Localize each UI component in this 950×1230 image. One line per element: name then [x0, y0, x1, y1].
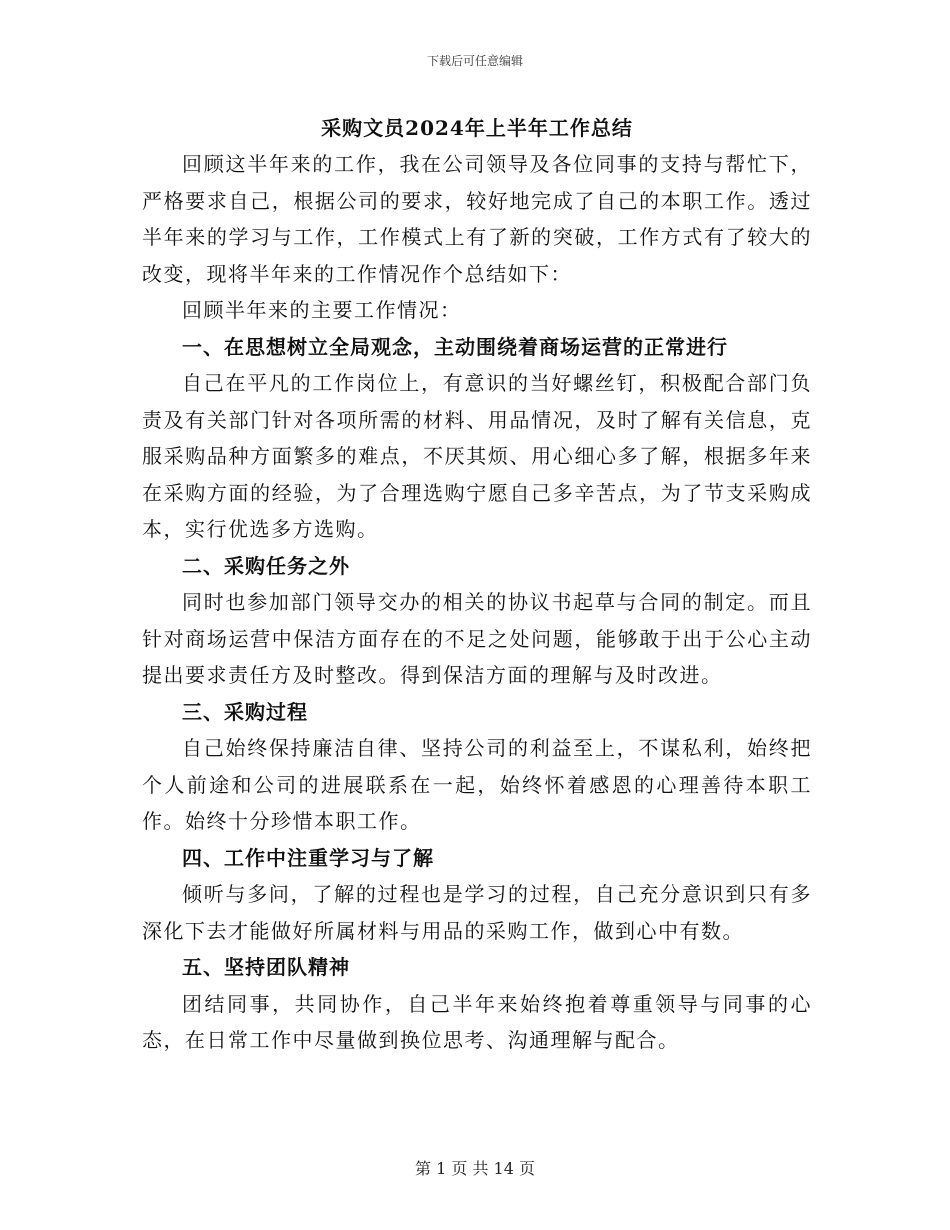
section-3-body: 自己始终保持廉洁自律、坚持公司的利益至上，不谋私利，始终把个人前途和公司的进展联系在一起，始终怀着感恩的心理善待本职工作。始终十分珍惜本职工作。 — [142, 736, 812, 833]
lead-paragraph: 回顾半年来的主要工作情况： — [182, 298, 462, 322]
section-4-heading: 四、工作中注重学习与了解 — [182, 845, 434, 870]
section-2-heading: 二、采购任务之外 — [182, 553, 350, 578]
section-5-body: 团结同事，共同协作，自己半年来始终抱着尊重领导与同事的心态，在日常工作中尽量做到换位思考、沟通理解与配合。 — [142, 991, 812, 1052]
document-body — [142, 110, 812, 1059]
section-5-heading: 五、坚持团队精神 — [182, 955, 350, 979]
page-number-indicator: 第 1 页 共 14 页 — [415, 1159, 535, 1178]
section-2-body: 同时也参加部门领导交办的相关的协议书起草与合同的制定。而且针对商场运营中保洁方面存在的不足之处问题，能够敢于出于公心主动提出要求责任方及时整改。得到保洁方面的理解与及时改进。 — [142, 590, 812, 687]
section-4-body: 倾听与多问，了解的过程也是学习的过程，自己充分意识到只有多深化下去才能做好所属材料与用品的采购工作，做到心中有数。 — [142, 882, 812, 943]
intro-paragraph: 回顾这半年来的工作，我在公司领导及各位同事的支持与帮忙下，严格要求自己，根据公司的要求，较好地完成了自己的本职工作。透过半年来的学习与工作，工作模式上有了新的突破，工作方式有了较大的改变，现将半年来的工作情况作个总结如下： — [142, 152, 812, 286]
page-header-note: 下载后可任意编辑 — [426, 54, 523, 68]
section-1-heading: 一、在思想树立全局观念，主动围绕着商场运营的正常进行 — [182, 334, 728, 359]
document-title: 采购文员2024年上半年工作总结 — [321, 116, 633, 140]
section-3-heading: 三、采购过程 — [182, 699, 308, 724]
section-1-body: 自己在平凡的工作岗位上，有意识的当好螺丝钉，积极配合部门负责及有关部门针对各项所需的材料、用品情况，及时了解有关信息，克服采购品种方面繁多的难点，不厌其烦、用心细心多了解，根据多年来在采购方面的经验，为了合理选购宁愿自己多辛苦点，为了节支采购成本，实行优选多方选购。 — [142, 371, 812, 541]
